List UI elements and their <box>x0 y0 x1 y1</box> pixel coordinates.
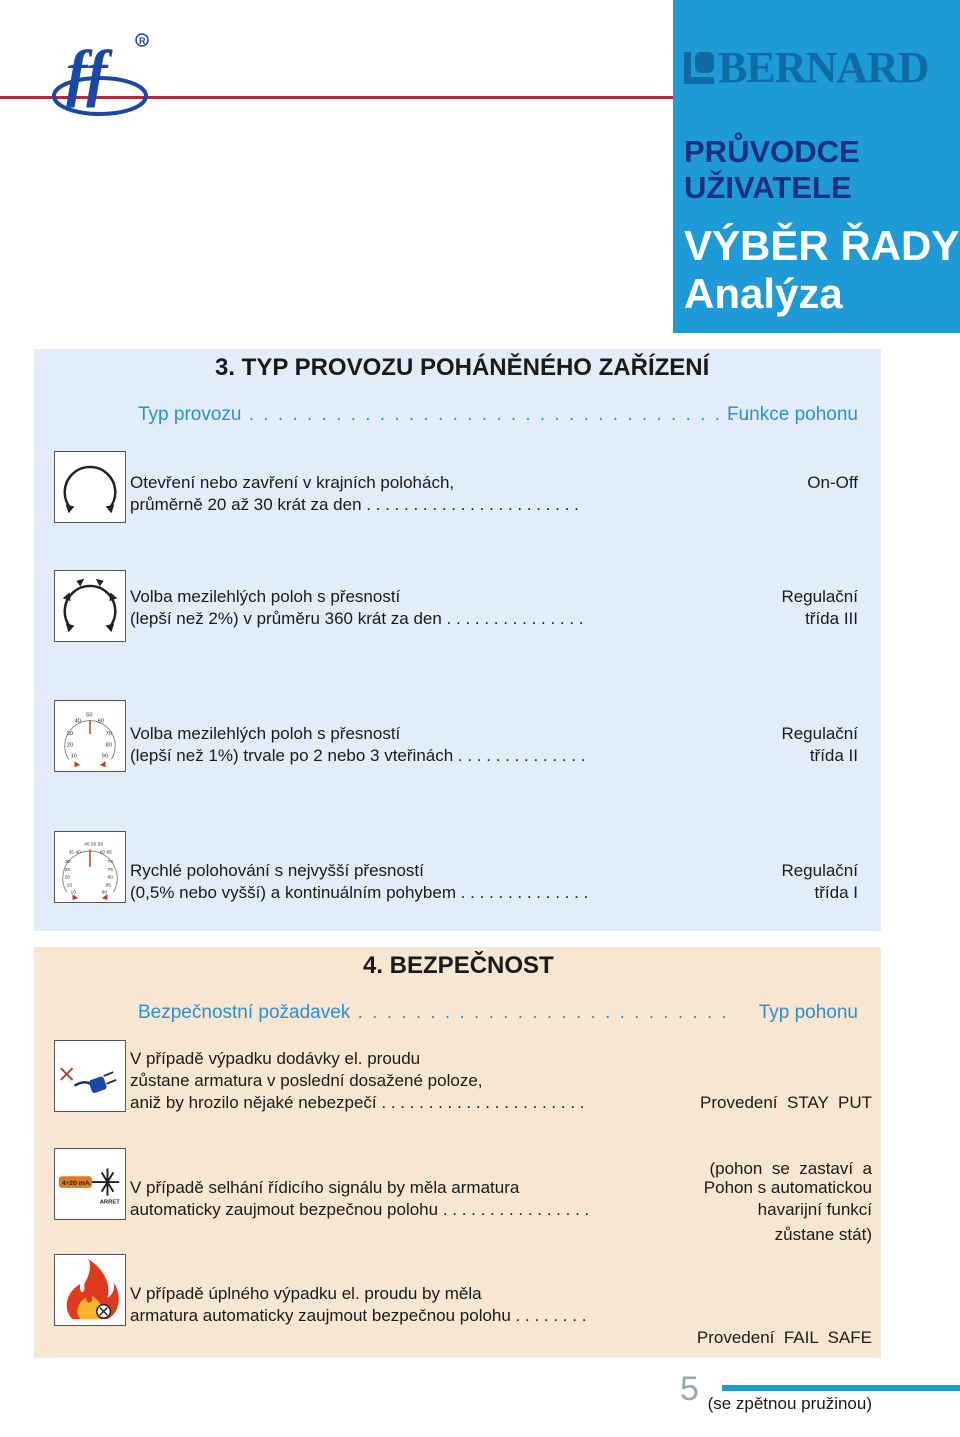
safety-row-1: V případě výpadku dodávky el. proudu zůstane armatura v poslední dosažené poloze, aniž by hrozilo nějaké nebezpečí . . . . . . . . . . . . . . . . . . . . . . <box>130 1049 585 1112</box>
bernard-logo <box>684 43 949 92</box>
svg-text:75: 75 <box>107 867 113 873</box>
fire-icon <box>54 1254 126 1326</box>
fine-dial-gauge-icon <box>54 831 126 903</box>
signal-label: 4÷20 mA <box>61 1179 90 1187</box>
svg-text:60: 60 <box>97 718 105 725</box>
svg-text:50: 50 <box>86 712 93 719</box>
brand-name: BERNARD <box>718 43 929 92</box>
svg-text:60 65: 60 65 <box>99 850 112 856</box>
dial-gauge-icon <box>54 700 126 772</box>
svg-text:10: 10 <box>70 890 76 896</box>
svg-text:R: R <box>139 36 146 46</box>
guide-line-1: PRŮVODCE <box>684 134 860 169</box>
signal-failure-icon <box>54 1148 126 1220</box>
svg-text:20: 20 <box>66 742 74 749</box>
operation-row-2: Volba mezilehlých poloh s přesností (lepší než 2%) v průměru 360 krát za den . . . . . . . . . . . . . . . <box>130 587 584 628</box>
svg-text:20: 20 <box>64 875 71 881</box>
svg-text:80: 80 <box>105 742 113 749</box>
svg-text:90: 90 <box>101 753 109 760</box>
svg-text:35 40: 35 40 <box>68 850 81 856</box>
function-row-2: Regulační třída III <box>781 587 858 628</box>
svg-text:30: 30 <box>66 731 74 738</box>
safety-row-2: V případě selhání řídicího signálu by měla armatura automaticky zaujmout bezpečnou polohu . . . . . . . . . . . . . . . . <box>130 1178 590 1219</box>
page-subtitle: Analýza <box>684 270 843 317</box>
circle-multi-arrows-icon <box>54 570 126 642</box>
svg-text:15: 15 <box>66 883 73 889</box>
operation-row-4: Rychlé polohování s nejvyšší přesností (0,5% nebo vyšší) a kontinuálním pohybem . . . . . . . . . . . . . . <box>130 861 589 902</box>
circle-two-arrows-icon <box>54 451 126 523</box>
function-row-3: Regulační třída II <box>781 724 858 765</box>
svg-text:70: 70 <box>107 860 113 866</box>
svg-text:80: 80 <box>107 875 113 881</box>
svg-text:90: 90 <box>101 890 108 896</box>
section-operation-type <box>34 349 881 931</box>
col-header-actuator-type: Typ pohonu <box>758 1002 858 1023</box>
section-4-title: 4. BEZPEČNOST <box>363 952 554 979</box>
svg-text:25: 25 <box>64 867 71 873</box>
col-header-operation: Typ provozu . . . . . . . . . . . . . . . . . . . . . . . . . . . . . . . . . . . <box>138 404 752 425</box>
page-number: 5 <box>680 1370 699 1408</box>
function-row-1: On-Off <box>807 473 858 492</box>
svg-text:85: 85 <box>105 883 111 889</box>
stop-label: ARRET <box>99 1199 120 1206</box>
svg-text:ff: ff <box>66 37 108 108</box>
actuator-row-3: Provedení FAIL SAFE (se zpětnou pružinou) <box>696 1328 872 1413</box>
col-header-requirement: Bezpečnostní požadavek . . . . . . . . . . . . . . . . . . . . . . . . . . <box>138 1002 729 1023</box>
ff-logo <box>52 28 162 118</box>
guide-line-2: UŽIVATELE <box>684 170 852 205</box>
section-3-title: 3. TYP PROVOZU POHÁNĚNÉHO ZAŘÍZENÍ <box>215 354 710 381</box>
actuator-row-2: Pohon s automatickou havarijní funkcí <box>703 1178 872 1219</box>
safety-row-3: V případě úplného výpadku el. proudu by měla armatura automaticky zaujmout bezpečnou polohu . . . . . . . . <box>130 1284 587 1325</box>
svg-text:40: 40 <box>74 718 81 725</box>
function-row-4: Regulační třída I <box>781 861 858 902</box>
operation-row-1: Otevření nebo zavření v krajních polohách, průměrně 20 až 30 krát za den . . . . . . . . . . . . . . . . . . . . . . . <box>130 473 579 514</box>
col-header-function: Funkce pohonu <box>727 404 858 425</box>
page-title: VÝBĚR ŘADY <box>684 222 960 269</box>
actuator-row-1: Provedení STAY PUT (pohon se zastaví a zůstane stát) <box>700 1093 872 1244</box>
svg-text:70: 70 <box>105 731 113 738</box>
svg-text:30: 30 <box>64 860 71 866</box>
svg-text:10: 10 <box>70 753 78 760</box>
power-plug-cut-icon <box>54 1040 126 1112</box>
svg-text:45 50 55: 45 50 55 <box>84 842 104 848</box>
operation-row-3: Volba mezilehlých poloh s přesností (lepší než 1%) trvale po 2 nebo 3 vteřinách . . . . . . . . . . . . . . <box>130 724 586 765</box>
footer-bar <box>722 1385 960 1391</box>
